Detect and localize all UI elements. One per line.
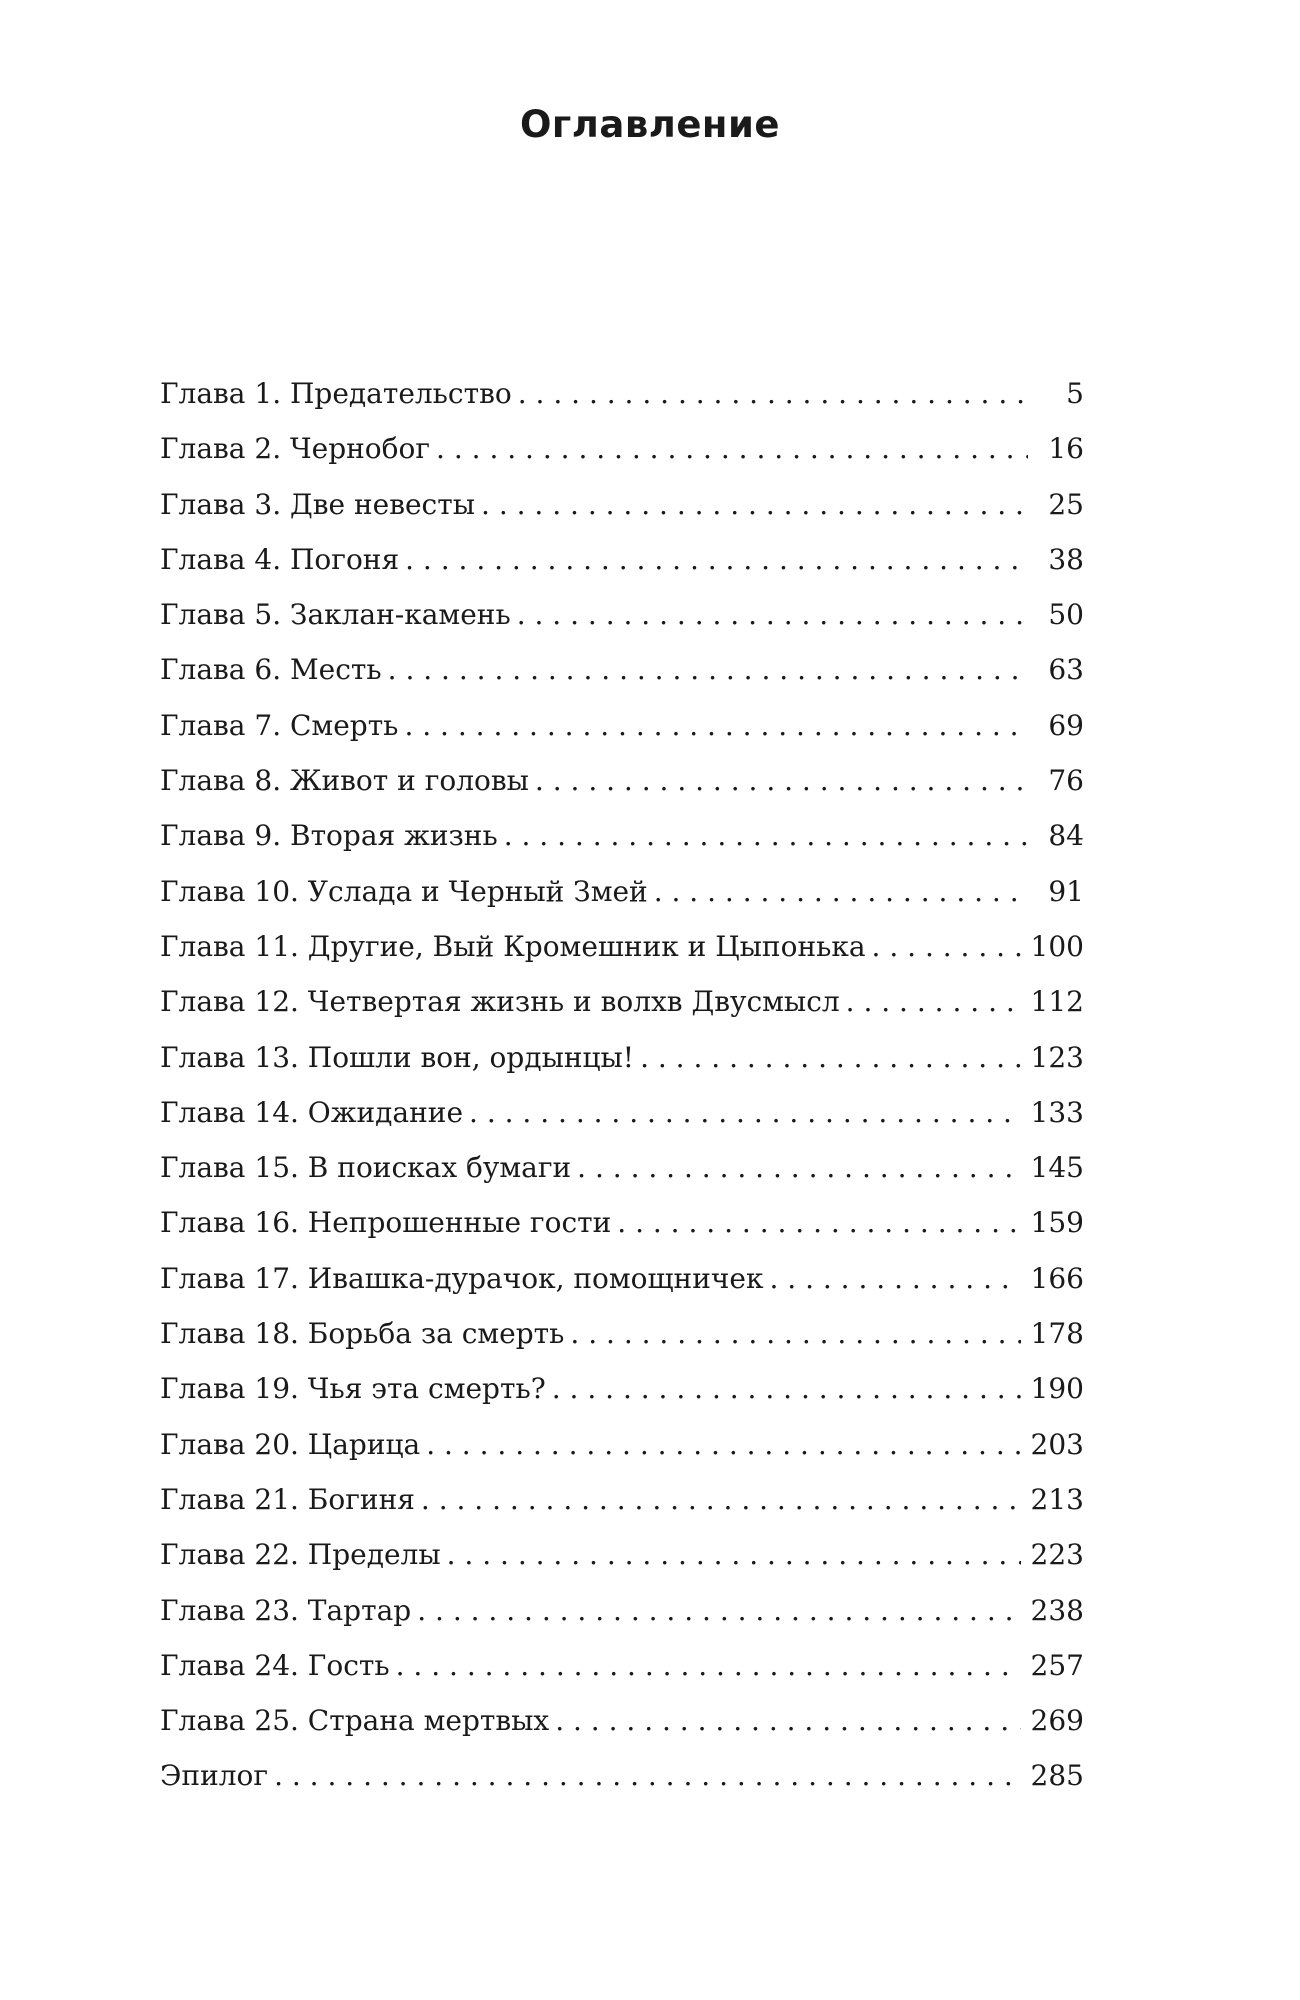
entry-page-number: 223: [1030, 1538, 1084, 1572]
entry-title: Глава 11. Другие, Вый Кромешник и Цыпонька: [160, 929, 866, 963]
entry-page-number: 238: [1030, 1593, 1084, 1627]
entry-page-number: 50: [1048, 598, 1084, 632]
dot-leader: [426, 1417, 1020, 1472]
entry-page-number: 76: [1048, 764, 1084, 798]
entry-page-number: 159: [1030, 1206, 1084, 1240]
entry-title: Глава 9. Вторая жизнь: [160, 819, 498, 853]
entry-title: Глава 3. Две невесты: [160, 487, 476, 521]
toc-entry[interactable]: [160, 1361, 1084, 1416]
toc-entry[interactable]: [160, 1693, 1084, 1748]
entry-page-number: 16: [1048, 432, 1084, 466]
toc-entry[interactable]: [160, 1195, 1084, 1250]
entry-page-number: 269: [1030, 1704, 1084, 1738]
dot-leader: [577, 1140, 1020, 1195]
entry-title: Глава 16. Непрошенные гости: [160, 1206, 612, 1240]
dot-leader: [555, 1693, 1020, 1748]
dot-leader: [518, 366, 1028, 421]
entry-title: Глава 15. В поисках бумаги: [160, 1151, 572, 1185]
entry-title: Глава 7. Смерть: [160, 708, 399, 742]
entry-page-number: 69: [1048, 708, 1084, 742]
toc-entry[interactable]: [160, 477, 1084, 532]
toc-entry[interactable]: [160, 587, 1084, 642]
entry-title: Глава 2. Чернобог: [160, 432, 431, 466]
toc-entry[interactable]: [160, 808, 1084, 863]
entry-page-number: 213: [1030, 1482, 1084, 1516]
toc-entry[interactable]: [160, 1638, 1084, 1693]
toc-entry[interactable]: [160, 1085, 1084, 1140]
entry-page-number: 257: [1030, 1648, 1084, 1682]
toc-entry[interactable]: [160, 1583, 1084, 1638]
dot-leader: [552, 1361, 1021, 1416]
dot-leader: [421, 1472, 1021, 1527]
entry-title: Глава 23. Тартар: [160, 1593, 412, 1627]
entry-title: Глава 12. Четвертая жизнь и волхв Двусмысл: [160, 985, 840, 1019]
entry-title: Глава 17. Ивашка-дурачок, помощничек: [160, 1261, 764, 1295]
toc-entry[interactable]: [160, 642, 1084, 697]
dot-leader: [417, 1583, 1020, 1638]
dot-leader: [872, 919, 1021, 974]
dot-leader: [769, 1251, 1020, 1306]
entry-title: Глава 20. Царица: [160, 1427, 421, 1461]
dot-leader: [846, 974, 1021, 1029]
entry-title: Глава 13. Пошли вон, ордынцы!: [160, 1040, 635, 1074]
entry-title: Глава 22. Пределы: [160, 1538, 441, 1572]
entry-title: Глава 6. Месть: [160, 653, 382, 687]
table-of-contents: [160, 366, 1084, 1804]
entry-page-number: 123: [1030, 1040, 1084, 1074]
entry-page-number: 100: [1030, 929, 1084, 963]
dot-leader: [274, 1748, 1020, 1803]
dot-leader: [570, 1306, 1020, 1361]
toc-entry[interactable]: [160, 1527, 1084, 1582]
dot-leader: [404, 698, 1028, 753]
dot-leader: [640, 1030, 1020, 1085]
toc-entry[interactable]: [160, 1030, 1084, 1085]
entry-title: Глава 14. Ожидание: [160, 1095, 464, 1129]
dot-leader: [654, 864, 1028, 919]
page-title: Оглавление: [519, 103, 781, 146]
entry-page-number: 38: [1048, 542, 1084, 576]
entry-title: Глава 1. Предательство: [160, 377, 512, 410]
entry-title: Глава 19. Чья эта смерть?: [160, 1372, 546, 1406]
entry-title: Глава 21. Богиня: [160, 1482, 415, 1516]
dot-leader: [405, 532, 1028, 587]
entry-page-number: 178: [1030, 1317, 1084, 1351]
toc-entry[interactable]: [160, 1472, 1084, 1527]
entry-title: Глава 18. Борьба за смерть: [160, 1317, 565, 1351]
entry-title: Глава 8. Живот и головы: [160, 764, 529, 798]
entry-title: Эпилог: [160, 1759, 269, 1793]
entry-title: Глава 5. Заклан-камень: [160, 598, 511, 632]
entry-page-number: 203: [1030, 1427, 1084, 1461]
entry-page-number: 145: [1030, 1151, 1084, 1185]
toc-entry[interactable]: [160, 421, 1084, 476]
dot-leader: [535, 753, 1028, 808]
toc-entry[interactable]: [160, 753, 1084, 808]
dot-leader: [504, 808, 1028, 863]
dot-leader: [447, 1527, 1021, 1582]
entry-page-number: 5: [1066, 377, 1084, 410]
dot-leader: [396, 1638, 1021, 1693]
dot-leader: [481, 477, 1028, 532]
entry-page-number: 91: [1048, 874, 1084, 908]
dot-leader: [469, 1085, 1021, 1140]
toc-entry[interactable]: [160, 919, 1084, 974]
entry-title: Глава 10. Услада и Черный Змей: [160, 874, 648, 908]
toc-entry[interactable]: [160, 366, 1084, 421]
entry-title: Глава 24. Гость: [160, 1648, 390, 1682]
entry-page-number: 112: [1030, 985, 1084, 1019]
toc-entry[interactable]: [160, 864, 1084, 919]
entry-page-number: 166: [1030, 1261, 1084, 1295]
dot-leader: [517, 587, 1028, 642]
entry-page-number: 133: [1030, 1095, 1084, 1129]
entry-page-number: 25: [1048, 487, 1084, 521]
dot-leader: [617, 1195, 1020, 1250]
entry-page-number: 285: [1030, 1759, 1084, 1793]
entry-title: Глава 25. Страна мертвых: [160, 1704, 550, 1738]
toc-entry[interactable]: [160, 974, 1084, 1029]
entry-page-number: 84: [1048, 819, 1084, 853]
toc-entry[interactable]: [160, 698, 1084, 753]
entry-page-number: 63: [1048, 653, 1084, 687]
toc-entry[interactable]: [160, 1251, 1084, 1306]
toc-entry[interactable]: [160, 1748, 1084, 1803]
toc-entry[interactable]: [160, 1140, 1084, 1195]
toc-entry[interactable]: [160, 1306, 1084, 1361]
toc-entry[interactable]: [160, 1417, 1084, 1472]
entry-page-number: 190: [1030, 1372, 1084, 1406]
entry-title: Глава 4. Погоня: [160, 542, 400, 576]
toc-entry[interactable]: [160, 532, 1084, 587]
dot-leader: [388, 642, 1028, 697]
dot-leader: [436, 421, 1028, 476]
